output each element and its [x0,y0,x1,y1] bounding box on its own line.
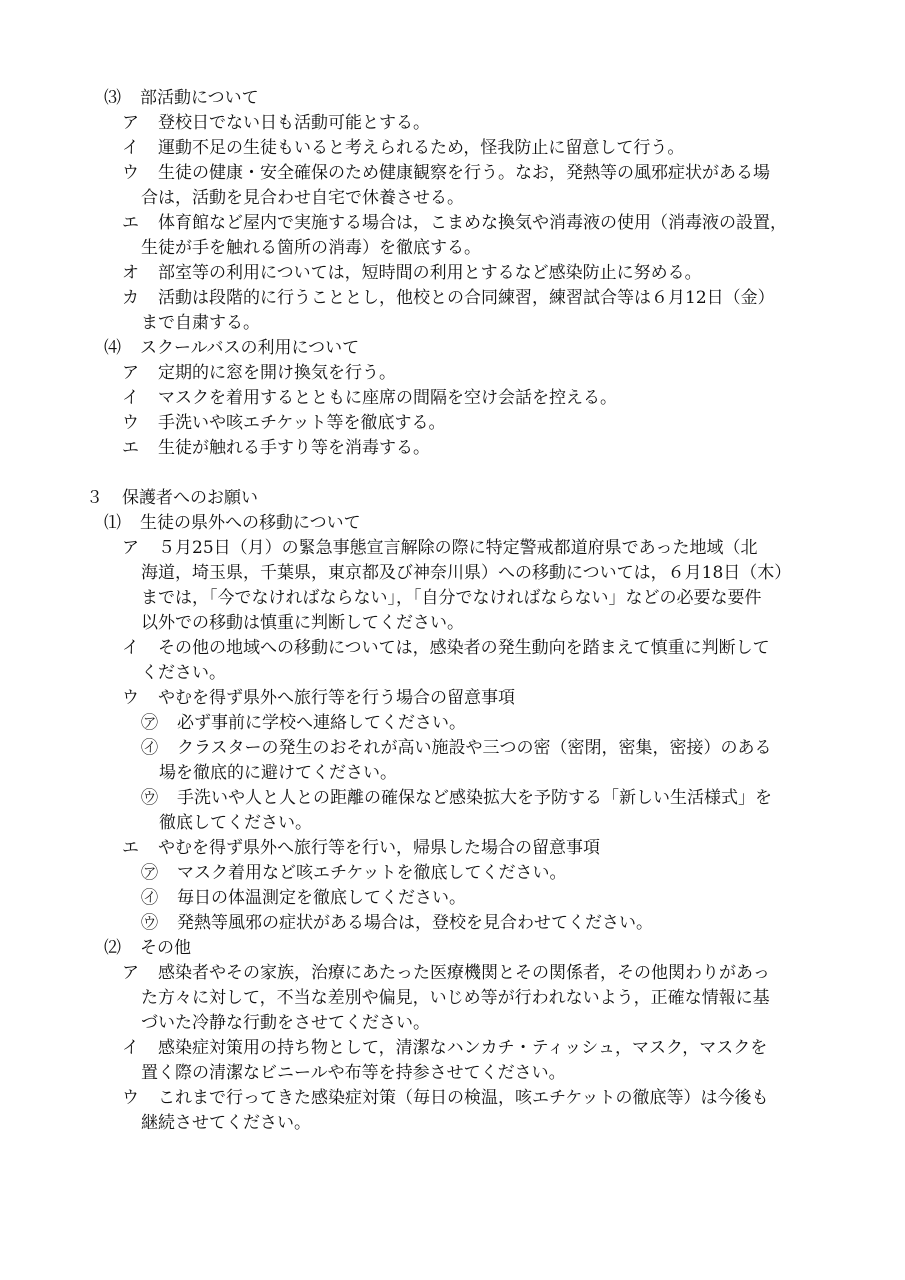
club-item-a-marker: ア [122,113,139,133]
travel-e-sub-u [141,911,653,937]
travel-item-e-text: やむを得ず県外へ旅行等を行い，帰県した場合の留意事項 [158,838,600,858]
travel-e-sub-i-marker: ㋑ [141,888,158,908]
travel-e-sub-a-marker: ㋐ [141,863,158,883]
other-item-u-line-2: 継続させてください。 [141,1113,311,1133]
other-item-u-line-1: これまで行ってきた感染症対策（毎日の検温，咳エチケットの徹底等）は今後も [158,1088,769,1108]
travel-item-a-marker: ア [122,538,139,558]
club-item-a [122,111,430,137]
section-3-number: ３ [86,488,103,508]
other-item-u-marker: ウ [122,1088,139,1108]
other-item-i-line-2: 置く際の清潔なビニールや布等を持参させてください。 [141,1063,566,1083]
travel-u-sub-i-line-2: 場を徹底的に避けてください。 [159,763,397,783]
travel-e-sub-i [141,886,466,912]
travel-item-i [122,636,770,662]
travel-item-e [122,836,600,862]
travel-u-sub-i-line-1: クラスターの発生のおそれが高い施設や三つの密（密閉，密集，密接）のある [177,738,772,758]
club-item-e [122,211,787,237]
club-item-ka [122,286,775,312]
travel-heading-marker: ⑴ [104,513,121,533]
other-item-i-marker: イ [122,1038,139,1058]
club-item-u-line-2: 合は，活動を見合わせ自宅で休養させる。 [141,188,464,208]
club-heading-marker: ⑶ [104,88,121,108]
bus-item-e-marker: エ [122,438,139,458]
other-item-i-line-1: 感染症対策用の持ち物として，清潔なハンカチ・ティッシュ，マスク，マスクを [158,1038,768,1058]
club-item-u [122,161,770,187]
club-heading-text: 部活動について [140,88,259,108]
club-item-u-marker: ウ [122,163,139,183]
club-item-e-marker: エ [122,213,139,233]
travel-e-sub-i-line-1: 毎日の体温測定を徹底してください。 [177,888,466,908]
bus-item-e-line-1: 生徒が触れる手すり等を消毒する。 [158,438,430,458]
travel-u-sub-a [141,711,466,737]
travel-item-a-line-2: 海道，埼玉県，千葉県，東京都及び神奈川県）への移動については，６月18日（木） [141,563,792,583]
travel-e-sub-u-marker: ㋒ [141,913,158,933]
travel-item-u [122,686,515,712]
club-item-i-marker: イ [122,138,139,158]
travel-heading [104,511,361,537]
club-item-a-line-1: 登校日でない日も活動可能とする。 [158,113,430,133]
other-item-a-marker: ア [122,963,139,983]
travel-heading-text: 生徒の県外への移動について [140,513,361,533]
club-item-o-marker: オ [122,263,139,283]
travel-u-sub-i [141,736,772,762]
bus-item-i-line-1: マスクを着用するとともに座席の間隔を空け会話を控える。 [158,388,617,408]
travel-u-sub-u-line-2: 徹底してください。 [159,813,312,833]
travel-item-u-text: やむを得ず県外へ旅行等を行う場合の留意事項 [158,688,515,708]
travel-item-i-marker: イ [122,638,139,658]
club-item-o [122,261,702,287]
travel-item-a-line-4: 以外での移動は慎重に判断してください。 [141,613,464,633]
travel-u-sub-u [141,786,772,812]
travel-item-a-line-3: までは，「今でなければならない」，「自分でなければならない」などの必要な要件 [141,588,762,608]
travel-item-a-line-1: ５月25日（月）の緊急事態宣言解除の際に特定警戒都道府県であった地域（北 [158,538,758,558]
other-heading-text: その他 [140,938,191,958]
travel-u-sub-a-line-1: 必ず事前に学校へ連絡してください。 [177,713,466,733]
bus-item-u-marker: ウ [122,413,139,433]
bus-heading [104,336,359,362]
other-item-a-line-2: た方々に対して，不当な差別や偏見，いじめ等が行われないよう，正確な情報に基 [141,988,770,1008]
travel-item-i-line-2: ください。 [141,663,226,683]
bus-item-u-line-1: 手洗いや咳エチケット等を徹底する。 [158,413,446,433]
other-item-u [122,1086,768,1112]
travel-item-i-line-1: その他の地域への移動については，感染者の発生動向を踏まえて慎重に判断して [158,638,770,658]
club-item-i [122,136,684,162]
travel-u-sub-a-marker: ㋐ [141,713,158,733]
club-item-ka-line-2: まで自粛する。 [141,313,260,333]
club-item-ka-line-1: 活動は段階的に行うこととし，他校との合同練習，練習試合等は６月12日（金） [158,288,775,308]
travel-item-e-marker: エ [122,838,139,858]
bus-item-a [122,361,396,387]
bus-heading-text: スクールバスの利用について [140,338,360,358]
club-item-i-line-1: 運動不足の生徒もいると考えられるため，怪我防止に留意して行う。 [158,138,685,158]
travel-u-sub-u-marker: ㋒ [141,788,158,808]
club-item-u-line-1: 生徒の健康・安全確保のため健康観察を行う。なお，発熱等の風邪症状がある場 [158,163,770,183]
section-3-title: 保護者へのお願い [122,488,258,508]
other-heading [104,936,191,962]
travel-e-sub-a-line-1: マスク着用など咳エチケットを徹底してください。 [177,863,567,883]
section-3-heading [86,486,258,512]
bus-item-e [122,436,430,462]
other-item-a-line-1: 感染者やその家族，治療にあたった医療機関とその関係者，その他関わりがあっ [158,963,770,983]
travel-u-sub-u-line-1: 手洗いや人と人との距離の確保など感染拡大を予防する「新しい生活様式」を [177,788,772,808]
club-item-ka-marker: カ [122,288,139,308]
bus-item-a-marker: ア [122,363,139,383]
club-item-o-line-1: 部室等の利用については，短時間の利用とするなど感染防止に努める。 [158,263,702,283]
club-item-e-line-2: 生徒が手を触れる箇所の消毒）を徹底する。 [141,238,481,258]
other-item-a-line-3: づいた冷静な行動をさせてください。 [141,1013,430,1033]
bus-item-i-marker: イ [122,388,139,408]
bus-heading-marker: ⑷ [104,338,121,358]
travel-item-a [122,536,757,562]
club-item-e-line-1: 体育館など屋内で実施する場合は，こまめな換気や消毒液の使用（消毒液の設置， [158,213,787,233]
other-heading-marker: ⑵ [104,938,121,958]
travel-u-sub-i-marker: ㋑ [141,738,158,758]
other-item-a [122,961,770,987]
other-item-i [122,1036,767,1062]
travel-e-sub-u-line-1: 発熱等風邪の症状がある場合は，登校を見合わせてください。 [177,913,653,933]
bus-item-i [122,386,617,412]
travel-e-sub-a [141,861,566,887]
bus-item-u [122,411,445,437]
travel-item-u-marker: ウ [122,688,139,708]
club-heading [104,86,259,112]
bus-item-a-line-1: 定期的に窓を開け換気を行う。 [158,363,396,383]
